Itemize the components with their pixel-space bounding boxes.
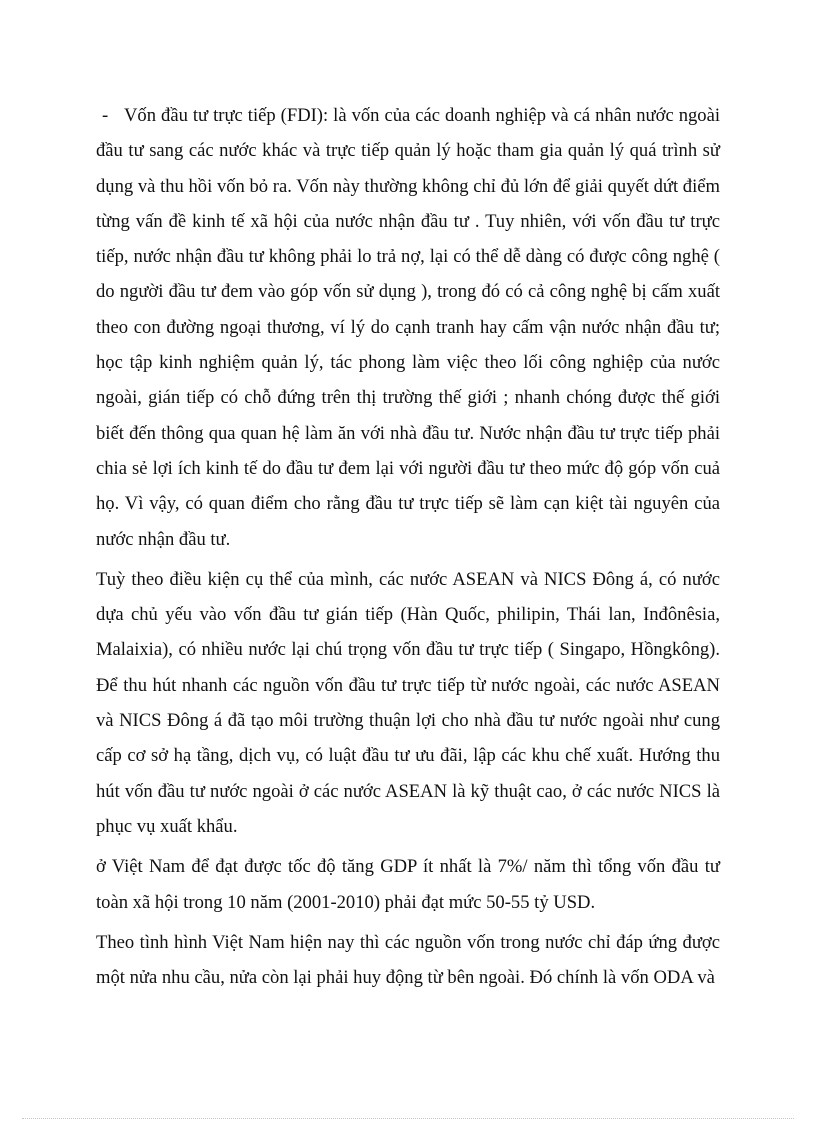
paragraph-text: Vốn đầu tư trực tiếp (FDI): là vốn của các doanh nghiệp và cá nhân nước ngoài đầu tư sang các nước khác và trực tiếp quản lý hoặc tham gia quản lý quá trình sử dụng và thu hồi vốn bỏ ra. Vốn này thường không chỉ đủ lớn để giải quyết dứt điểm từng vấn đề kinh tế xã hội của nước nhận đầu tư . Tuy nhiên, với vốn đầu tư trực tiếp, nước nhận đầu tư không phải lo trả nợ, lại có thể dễ dàng có được công nghệ ( do người đầu tư đem vào góp vốn sử dụng ), trong đó có cả công nghệ bị cấm xuất theo con đường ngoại thương, ví lý do cạnh tranh hay cấm vận nước nhận đầu tư; học tập kinh nghiệm quản lý, tác phong làm việc theo lối công nghiệp của nước ngoài, gián tiếp có chỗ đứng trên thị trường thế giới ; nhanh chóng được thế giới biết đến thông qua quan hệ làm ăn với nhà đầu tư. Nước nhận đầu tư trực tiếp phải chia sẻ lợi ích kinh tế do đầu tư đem lại với người đầu tư theo mức độ góp vốn cuả họ. Vì vậy, có quan điểm cho rằng đầu tư trực tiếp sẽ làm cạn kiệt tài nguyên của nước nhận đầu tư. bbox=[96, 105, 720, 550]
page-bottom-border bbox=[22, 1118, 794, 1119]
paragraph-fdi-definition bbox=[96, 98, 720, 557]
paragraph-text: ở Việt Nam để đạt được tốc độ tăng GDP ít nhất là 7%/ năm thì tổng vốn đầu tư toàn xã hội trong 10 năm (2001-2010) phải đạt mức 50-55 tỷ USD. bbox=[96, 856, 720, 913]
paragraph-text: Tuỳ theo điều kiện cụ thể của mình, các nước ASEAN và NICS Đông á, có nước dựa chủ yếu vào vốn đầu tư gián tiếp (Hàn Quốc, philipin, Thái lan, Inđônêsia, Malaixia), có nhiều nước lại chú trọng vốn đầu tư trực tiếp ( Singapo, Hồngkông). Để thu hút nhanh các nguồn vốn đầu tư trực tiếp từ nước ngoài, các nước ASEAN và NICS Đông á đã tạo môi trường thuận lợi cho nhà đầu tư nước ngoài như cung cấp cơ sở hạ tầng, dịch vụ, có luật đầu tư ưu đãi, lập các khu chế xuất. Hướng thu hút vốn đầu tư nước ngoài ở các nước ASEAN là kỹ thuật cao, ở các nước NICS là phục vụ xuất khẩu. bbox=[96, 568, 720, 837]
paragraph-asean-nics bbox=[96, 562, 720, 844]
paragraph-vietnam-capital bbox=[96, 925, 720, 996]
paragraph-vietnam-gdp bbox=[96, 849, 720, 920]
document-body bbox=[96, 98, 720, 995]
bullet-dash: - bbox=[102, 105, 109, 126]
paragraph-text: Theo tình hình Việt Nam hiện nay thì các nguồn vốn trong nước chỉ đáp ứng được một nửa nhu cầu, nửa còn lại phải huy động từ bên ngoài. Đó chính là vốn ODA và bbox=[96, 931, 720, 989]
